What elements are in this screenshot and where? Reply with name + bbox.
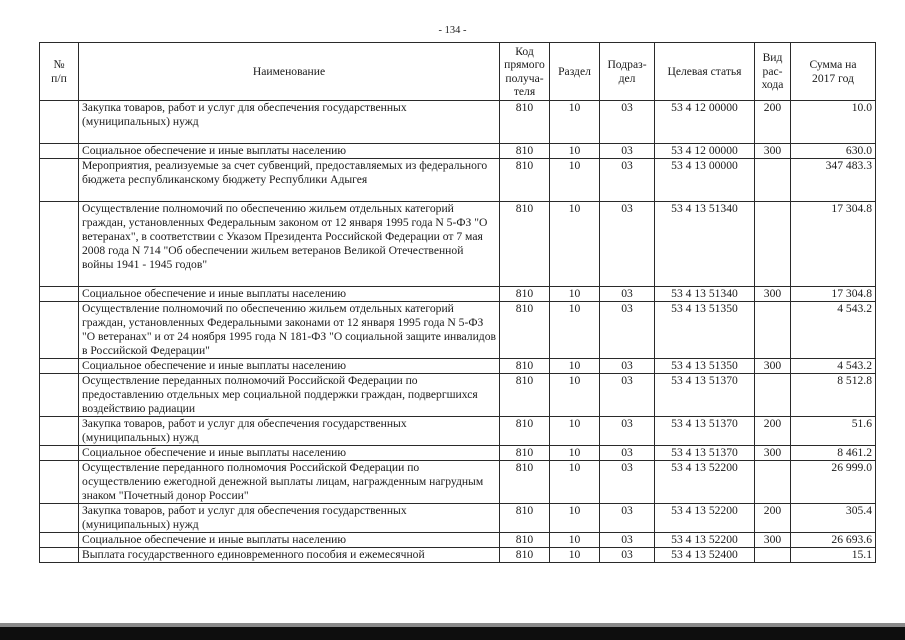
cell-subsection: 03 <box>600 287 655 302</box>
cell-num <box>40 202 79 287</box>
cell-exp-type: 300 <box>755 287 791 302</box>
cell-name: Закупка товаров, работ и услуг для обеспечения государственных (муниципальных) нужд <box>79 417 500 446</box>
cell-code: 810 <box>500 504 550 533</box>
cell-amount: 17 304.8 <box>791 287 876 302</box>
cell-target: 53 4 13 51340 <box>655 287 755 302</box>
header-amount <box>791 43 876 101</box>
cell-code: 810 <box>500 359 550 374</box>
cell-amount: 8 512.8 <box>791 374 876 417</box>
cell-amount: 26 999.0 <box>791 461 876 504</box>
cell-num <box>40 101 79 144</box>
cell-code: 810 <box>500 159 550 202</box>
header-name <box>79 43 500 101</box>
cell-section: 10 <box>550 374 600 417</box>
cell-target: 53 4 13 51370 <box>655 446 755 461</box>
table-row <box>40 202 876 287</box>
cell-exp-type: 200 <box>755 417 791 446</box>
cell-name: Осуществление переданного полномочия Российской Федерации по осуществлению ежегодной денежной выплаты лицам, награжденным нагрудным знаком "Почетный донор России" <box>79 461 500 504</box>
cell-target: 53 4 13 52200 <box>655 533 755 548</box>
cell-num <box>40 417 79 446</box>
cell-subsection: 03 <box>600 302 655 359</box>
cell-exp-type: 200 <box>755 101 791 144</box>
cell-exp-type <box>755 461 791 504</box>
cell-target: 53 4 13 52400 <box>655 548 755 563</box>
cell-exp-type: 300 <box>755 446 791 461</box>
cell-amount: 4 543.2 <box>791 302 876 359</box>
cell-exp-type <box>755 159 791 202</box>
cell-target: 53 4 13 51370 <box>655 374 755 417</box>
cell-num <box>40 144 79 159</box>
cell-amount: 347 483.3 <box>791 159 876 202</box>
cell-name: Социальное обеспечение и иные выплаты населению <box>79 446 500 461</box>
table-row <box>40 533 876 548</box>
cell-name: Социальное обеспечение и иные выплаты населению <box>79 287 500 302</box>
cell-code: 810 <box>500 144 550 159</box>
cell-code: 810 <box>500 548 550 563</box>
cell-amount: 4 543.2 <box>791 359 876 374</box>
cell-target: 53 4 13 52200 <box>655 504 755 533</box>
cell-exp-type: 200 <box>755 504 791 533</box>
cell-section: 10 <box>550 504 600 533</box>
cell-num <box>40 461 79 504</box>
cell-section: 10 <box>550 461 600 504</box>
table-row <box>40 374 876 417</box>
cell-subsection: 03 <box>600 202 655 287</box>
cell-exp-type: 300 <box>755 144 791 159</box>
cell-name: Осуществление переданных полномочий Российской Федерации по предоставлению отдельных мер социальной поддержки граждан, подвергшихся воздействию радиации <box>79 374 500 417</box>
cell-subsection: 03 <box>600 533 655 548</box>
header-target-text: Целевая статья <box>667 64 742 78</box>
table-row <box>40 461 876 504</box>
page-number: - 134 - <box>438 25 467 36</box>
cell-exp-type <box>755 374 791 417</box>
header-subsection <box>600 43 655 101</box>
cell-subsection: 03 <box>600 101 655 144</box>
cell-subsection: 03 <box>600 159 655 202</box>
cell-name: Социальное обеспечение и иные выплаты населению <box>79 533 500 548</box>
cell-code: 810 <box>500 302 550 359</box>
cell-amount: 17 304.8 <box>791 202 876 287</box>
cell-code: 810 <box>500 101 550 144</box>
cell-name: Осуществление полномочий по обеспечению жильем отдельных категорий граждан, установленных Федеральными законами от 12 января 1995 года N 5-ФЗ "О ветеранах" и от 24 ноября 1995 года N 181-ФЗ "О социальной защите инвалидов в Российской Федерации" <box>79 302 500 359</box>
cell-code: 810 <box>500 461 550 504</box>
cell-num <box>40 302 79 359</box>
cell-code: 810 <box>500 287 550 302</box>
cell-code: 810 <box>500 417 550 446</box>
cell-name: Мероприятия, реализуемые за счет субвенций, предоставляемых из федерального бюджета республиканскому бюджету Республики Адыгея <box>79 159 500 202</box>
cell-section: 10 <box>550 417 600 446</box>
cell-code: 810 <box>500 533 550 548</box>
cell-section: 10 <box>550 446 600 461</box>
scan-edge <box>0 627 905 640</box>
cell-section: 10 <box>550 359 600 374</box>
cell-amount: 630.0 <box>791 144 876 159</box>
table-row <box>40 159 876 202</box>
cell-subsection: 03 <box>600 144 655 159</box>
cell-amount: 8 461.2 <box>791 446 876 461</box>
cell-subsection: 03 <box>600 504 655 533</box>
cell-num <box>40 359 79 374</box>
header-name-text: Наименование <box>252 64 326 78</box>
cell-subsection: 03 <box>600 461 655 504</box>
table-row <box>40 446 876 461</box>
cell-section: 10 <box>550 287 600 302</box>
cell-target: 53 4 13 51350 <box>655 302 755 359</box>
header-num <box>40 43 79 101</box>
cell-target: 53 4 12 00000 <box>655 144 755 159</box>
cell-num <box>40 533 79 548</box>
cell-code: 810 <box>500 202 550 287</box>
cell-num <box>40 374 79 417</box>
table-row <box>40 302 876 359</box>
cell-amount: 15.1 <box>791 548 876 563</box>
cell-amount: 51.6 <box>791 417 876 446</box>
cell-exp-type <box>755 202 791 287</box>
cell-section: 10 <box>550 302 600 359</box>
cell-exp-type: 300 <box>755 359 791 374</box>
header-target <box>655 43 755 101</box>
cell-exp-type: 300 <box>755 533 791 548</box>
cell-code: 810 <box>500 446 550 461</box>
cell-section: 10 <box>550 144 600 159</box>
header-subsection-text: Подраз- дел <box>607 58 647 85</box>
header-code-text: Код прямого получа- теля <box>504 44 545 98</box>
cell-section: 10 <box>550 548 600 563</box>
cell-num <box>40 287 79 302</box>
table-row <box>40 359 876 374</box>
cell-subsection: 03 <box>600 417 655 446</box>
cell-amount: 26 693.6 <box>791 533 876 548</box>
cell-target: 53 4 13 51340 <box>655 202 755 287</box>
cell-name: Выплата государственного единовременного пособия и ежемесячной <box>79 548 500 563</box>
header-exp-type-text: Вид рас- хода <box>761 51 784 92</box>
cell-name: Социальное обеспечение и иные выплаты населению <box>79 144 500 159</box>
cell-subsection: 03 <box>600 359 655 374</box>
cell-amount: 305.4 <box>791 504 876 533</box>
cell-target: 53 4 13 00000 <box>655 159 755 202</box>
cell-num <box>40 446 79 461</box>
table-row <box>40 504 876 533</box>
cell-exp-type <box>755 548 791 563</box>
cell-name: Осуществление полномочий по обеспечению жильем отдельных категорий граждан, установленных Федеральным законом от 12 января 1995 года N 5-ФЗ "О ветеранах", в соответствии с Указом Президента Российской Федерации от 7 мая 2008 года N 714 "Об обеспечении жильем ветеранов Великой Отечественной войны 1941 - 1945 годов" <box>79 202 500 287</box>
cell-section: 10 <box>550 533 600 548</box>
cell-target: 53 4 13 52200 <box>655 461 755 504</box>
cell-target: 53 4 12 00000 <box>655 101 755 144</box>
cell-num <box>40 159 79 202</box>
cell-subsection: 03 <box>600 374 655 417</box>
header-amount-text: Сумма на 2017 год <box>809 58 857 85</box>
header-exp-type <box>755 43 791 101</box>
cell-code: 810 <box>500 374 550 417</box>
cell-num <box>40 504 79 533</box>
header-section <box>550 43 600 101</box>
table-row <box>40 144 876 159</box>
budget-table <box>39 42 876 563</box>
cell-section: 10 <box>550 101 600 144</box>
cell-exp-type <box>755 302 791 359</box>
cell-name: Закупка товаров, работ и услуг для обеспечения государственных (муниципальных) нужд <box>79 101 500 144</box>
table-row <box>40 287 876 302</box>
cell-target: 53 4 13 51370 <box>655 417 755 446</box>
cell-section: 10 <box>550 202 600 287</box>
cell-target: 53 4 13 51350 <box>655 359 755 374</box>
cell-name: Социальное обеспечение и иные выплаты населению <box>79 359 500 374</box>
cell-name: Закупка товаров, работ и услуг для обеспечения государственных (муниципальных) нужд <box>79 504 500 533</box>
cell-subsection: 03 <box>600 446 655 461</box>
table-row <box>40 548 876 563</box>
cell-num <box>40 548 79 563</box>
header-code <box>500 43 550 101</box>
header-section-text: Раздел <box>558 64 591 78</box>
table-row <box>40 101 876 144</box>
cell-amount: 10.0 <box>791 101 876 144</box>
cell-section: 10 <box>550 159 600 202</box>
cell-subsection: 03 <box>600 548 655 563</box>
table-row <box>40 417 876 446</box>
header-num-text: № п/п <box>51 58 67 85</box>
